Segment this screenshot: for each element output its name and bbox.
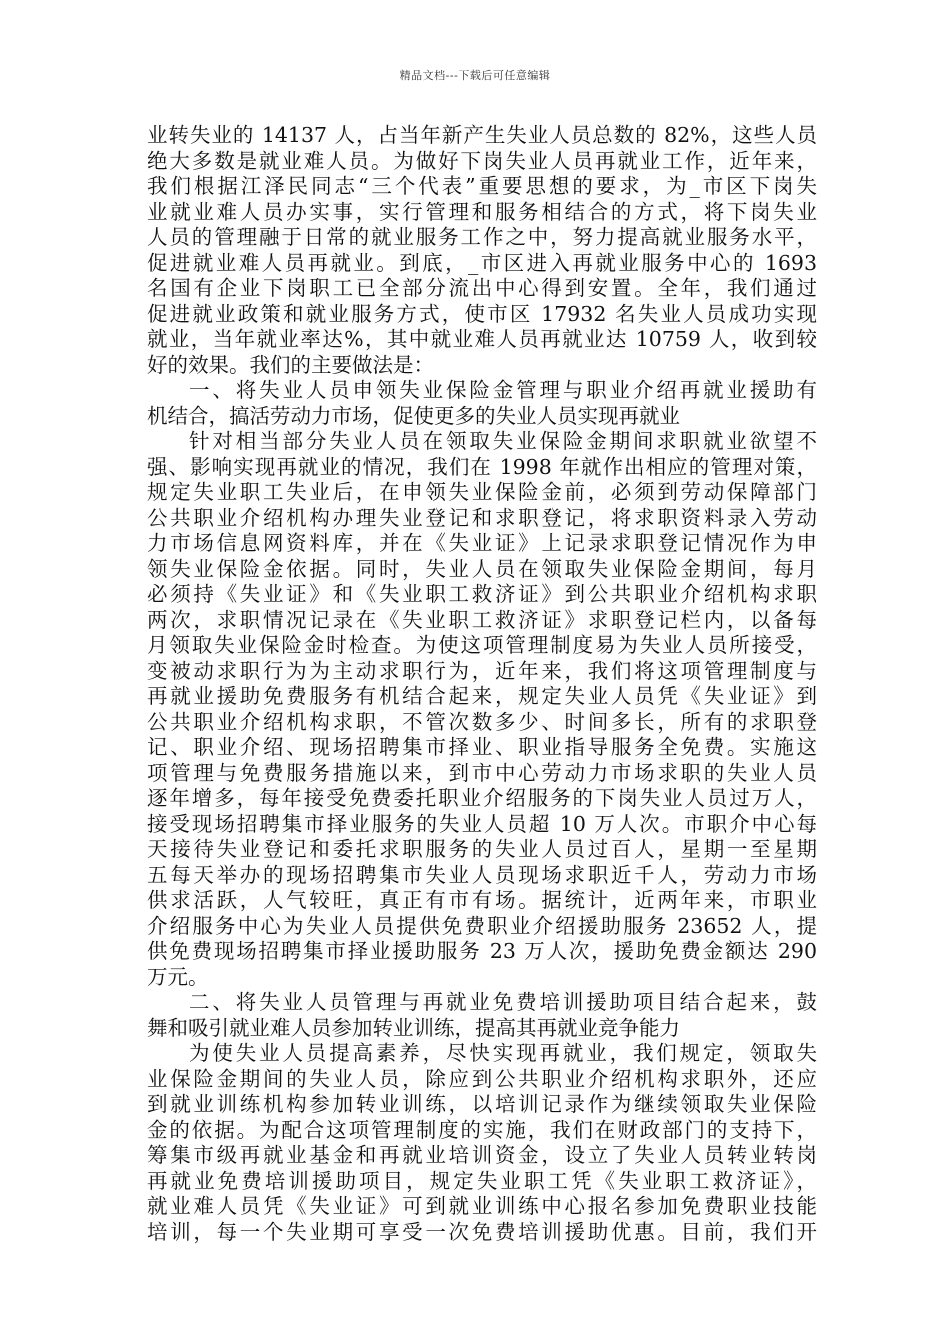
text-line: 到就业训练机构参加转业训练，以培训记录作为继续领取失业保险	[147, 1092, 817, 1116]
text-line: 强、影响实现再就业的情况，我们在 1998 年就作出相应的管理对策，	[147, 454, 817, 479]
text-line: 两次，求职情况记录在《失业职工救济证》求职登记栏内，以备每	[147, 607, 817, 632]
text-line: 供求活跃，人气较旺，真正有市有场。据统计，近两年来，市职业	[147, 888, 817, 912]
text-line: 月领取失业保险金时检查。为使这项管理制度易为失业人员所接受，	[147, 633, 817, 657]
text-line: 名国有企业下岗职工已全部分流出中心得到安置。全年，我们通过	[147, 276, 817, 300]
text-line: 领失业保险金依据。同时，失业人员在领取失业保险金期间，每月	[147, 556, 817, 581]
text-line: 我们根据江泽民同志“三个代表”重要思想的要求，为_市区下岗失	[147, 174, 817, 198]
text-line: 五每天举办的现场招聘集市失业人员现场求职近千人，劳动力市场	[147, 862, 817, 887]
text-line: 舞和吸引就业难人员参加转业训练，提高其再就业竞争能力	[147, 1015, 680, 1040]
text-line: 公共职业介绍机构办理失业登记和求职登记，将求职资料录入劳动	[147, 505, 817, 530]
text-line: 筹集市级再就业基金和再就业培训资金，设立了失业人员转业转岗	[147, 1143, 817, 1167]
text-line: 二、将失业人员管理与再就业免费培训援助项目结合起来，鼓	[189, 990, 817, 1014]
text-line: 再就业免费培训援助项目，规定失业职工凭《失业职工救济证》，	[147, 1168, 817, 1193]
text-line: 介绍服务中心为失业人员提供免费职业介绍援助服务 23652 人，提	[147, 913, 817, 938]
text-line: 业就业难人员办实事，实行管理和服务相结合的方式，将下岗失业	[147, 199, 817, 224]
text-line: 规定失业职工失业后，在申领失业保险金前，必须到劳动保障部门	[147, 480, 817, 504]
text-line: 为使失业人员提高素养，尽快实现再就业，我们规定，领取失	[189, 1041, 817, 1065]
text-line: 记、职业介绍、现场招聘集市择业、职业指导服务全免费。实施这	[147, 735, 817, 759]
text-line: 就业难人员凭《失业证》可到就业训练中心报名参加免费职业技能	[147, 1194, 817, 1218]
text-line: 促进就业政策和就业服务方式，使市区 17932 名失业人员成功实现	[147, 301, 817, 326]
text-line: 必须持《失业证》和《失业职工救济证》到公共职业介绍机构求职	[147, 582, 817, 606]
text-line: 万元。	[147, 964, 209, 989]
document-body	[147, 123, 817, 1245]
text-line: 金的依据。为配合这项管理制度的实施，我们在财政部门的支持下，	[147, 1117, 817, 1142]
text-line: 业转失业的 14137 人，占当年新产生失业人员总数的 82%，这些人员	[147, 123, 817, 147]
text-line: 逐年增多，每年接受免费委托职业介绍服务的下岗失业人员过万人，	[147, 786, 817, 810]
text-line: 再就业援助免费服务有机结合起来，规定失业人员凭《失业证》到	[147, 684, 817, 708]
text-line: 公共职业介绍机构求职，不管次数多少、时间多长，所有的求职登	[147, 709, 817, 734]
text-line: 项管理与免费服务措施以来，到市中心劳动力市场求职的失业人员	[147, 760, 817, 785]
text-line: 天接待失业登记和委托求职服务的失业人员过百人，星期一至星期	[147, 837, 817, 861]
text-line: 变被动求职行为为主动求职行为，近年来，我们将这项管理制度与	[147, 658, 817, 683]
text-line: 促进就业难人员再就业。到底，_市区进入再就业服务中心的 1693	[147, 250, 817, 275]
page-header: 精品文档---下载后可任意编辑	[399, 69, 551, 82]
text-line: 力市场信息网资料库，并在《失业证》上记录求职登记情况作为申	[147, 531, 817, 555]
text-line: 业保险金期间的失业人员，除应到公共职业介绍机构求职外，还应	[147, 1066, 817, 1091]
text-line: 针对相当部分失业人员在领取失业保险金期间求职就业欲望不	[189, 429, 817, 453]
text-line: 人员的管理融于日常的就业服务工作之中，努力提高就业服务水平，	[147, 225, 817, 249]
text-line: 接受现场招聘集市择业服务的失业人员超 10 万人次。市职介中心每	[147, 811, 817, 836]
text-line: 培训，每一个失业期可享受一次免费培训援助优惠。目前，我们开	[147, 1219, 817, 1244]
text-line: 绝大多数是就业难人员。为做好下岗失业人员再就业工作，近年来，	[147, 148, 817, 173]
text-line: 就业，当年就业率达%，其中就业难人员再就业达 10759 人，收到较	[147, 327, 817, 351]
text-line: 一、将失业人员申领失业保险金管理与职业介绍再就业援助有	[189, 378, 817, 402]
text-line: 供免费现场招聘集市择业援助服务 23 万人次，援助免费金额达 290	[147, 939, 817, 963]
text-line: 好的效果。我们的主要做法是：	[147, 352, 434, 377]
text-line: 机结合，搞活劳动力市场，促使更多的失业人员实现再就业	[147, 403, 680, 428]
